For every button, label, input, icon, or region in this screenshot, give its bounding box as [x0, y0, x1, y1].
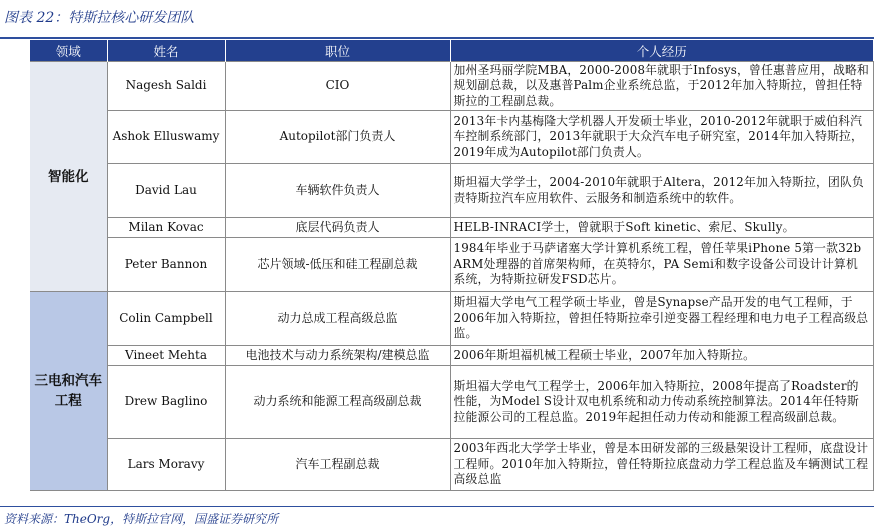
source-note: 资料来源：TheOrg，特斯拉官网，国盛证券研究所: [4, 512, 279, 526]
name-cell: Peter Bannon: [107, 238, 225, 292]
experience-cell: 加州圣玛丽学院MBA，2000-2008年就职于Infosys，曾任惠普应用，战略和规划副总裁，以及惠普Palm企业系统总监，于2012年加入特斯拉，曾担任特斯拉的工程副总裁。: [450, 62, 873, 111]
position-cell: 汽车工程副总裁: [225, 439, 450, 491]
name-cell: Milan Kovac: [107, 218, 225, 238]
name-cell: Colin Campbell: [107, 292, 225, 346]
name-cell: David Lau: [107, 164, 225, 218]
position-cell: 芯片领域-低压和硅工程副总裁: [225, 238, 450, 292]
position-cell: 动力总成工程高级总监: [225, 292, 450, 346]
position-cell: 车辆软件负责人: [225, 164, 450, 218]
figure-title: 图表 22：特斯拉核心研发团队: [4, 10, 195, 26]
table-row: [30, 218, 873, 238]
source-rule: [0, 506, 874, 507]
table-row: [30, 346, 873, 366]
name-cell: Vineet Mehta: [107, 346, 225, 366]
position-cell: 动力系统和能源工程高级副总裁: [225, 366, 450, 439]
experience-cell: 2006年斯坦福机械工程硕士毕业，2007年加入特斯拉。: [450, 346, 873, 366]
table-row: [30, 164, 873, 218]
position-cell: Autopilot部门负责人: [225, 111, 450, 164]
experience-cell: HELB-INRACI学士，曾就职于Soft kinetic、索尼、Skully。: [450, 218, 873, 238]
table-row: [30, 366, 873, 439]
table-row: [30, 238, 873, 292]
position-cell: CIO: [225, 62, 450, 111]
table-row: [30, 439, 873, 491]
name-cell: Drew Baglino: [107, 366, 225, 439]
domain-cell-ev: 三电和汽车工程: [30, 292, 107, 491]
table-row: [30, 292, 873, 346]
experience-cell: 斯坦福大学电气工程学硕士毕业，曾是Synapse产品开发的电气工程师，于2006年加入特斯拉，曾担任特斯拉牵引逆变器工程经理和电力电子工程高级总监。: [450, 292, 873, 346]
experience-cell: 2013年卡内基梅隆大学机器人开发硕士毕业，2010-2012年就职于威伯科汽车控制系统部门，2013年就职于大众汽车电子研究室，2014年加入特斯拉，2019年成为Autopilot部门负责人。: [450, 111, 873, 164]
col-header-name: 姓名: [107, 40, 225, 62]
domain-cell-ai: 智能化: [30, 62, 107, 292]
experience-cell: 斯坦福大学电气工程学士，2006年加入特斯拉，2008年提高了Roadster的性能，为Model S设计双电机系统和动力传动系统控制算法。2014年任特斯拉能源公司的工程总监。2019年起担任动力传动和能源工程高级副总裁。: [450, 366, 873, 439]
header-row: [30, 40, 873, 62]
col-header-domain: 领域: [30, 40, 107, 62]
name-cell: Nagesh Saldi: [107, 62, 225, 111]
experience-cell: 斯坦福大学学士，2004-2010年就职于Altera，2012年加入特斯拉，团队负责特斯拉汽车应用软件、云服务和制造系统中的软件。: [450, 164, 873, 218]
title-rule: [0, 37, 874, 39]
name-cell: Lars Moravy: [107, 439, 225, 491]
col-header-experience: 个人经历: [450, 40, 873, 62]
name-cell: Ashok Elluswamy: [107, 111, 225, 164]
table-row: [30, 62, 873, 111]
experience-cell: 1984年毕业于马萨诸塞大学计算机系统工程，曾任苹果iPhone 5第一款32b ARM处理器的首席架构师，在英特尔，PA Semi和数字设备公司设计计算机系统，为特斯拉研发FSD芯片。: [450, 238, 873, 292]
table-row: [30, 111, 873, 164]
position-cell: 底层代码负责人: [225, 218, 450, 238]
experience-cell: 2003年西北大学学士毕业，曾是本田研发部的三级悬架设计工程师，底盘设计工程师。2010年加入特斯拉，曾任特斯拉底盘动力学工程总监及车辆测试工程高级总监: [450, 439, 873, 491]
col-header-position: 职位: [225, 40, 450, 62]
team-table: [30, 40, 874, 491]
position-cell: 电池技术与动力系统架构/建模总监: [225, 346, 450, 366]
